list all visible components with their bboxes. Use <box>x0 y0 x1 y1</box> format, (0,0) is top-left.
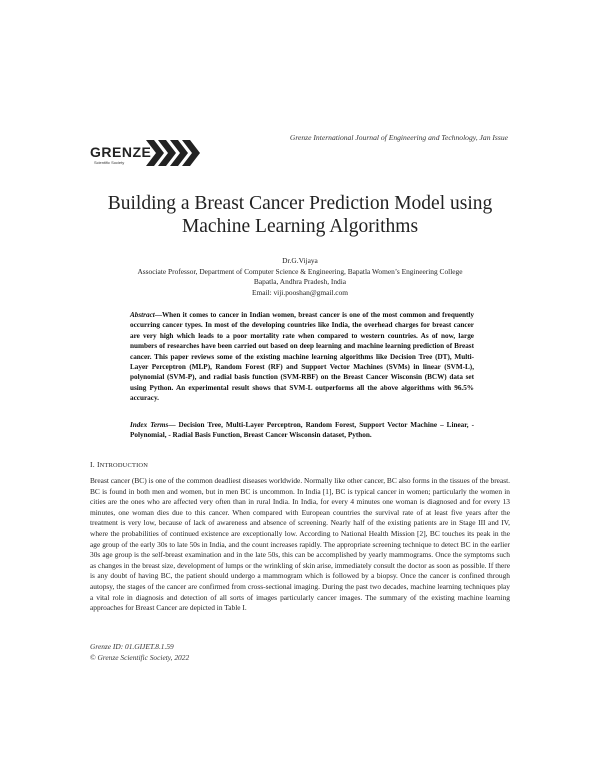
author-email: Email: viji.pooshan@gmail.com <box>251 287 349 297</box>
author-name: Dr.G.Vijaya <box>282 256 318 265</box>
logo-subtitle: Scientific Society <box>94 160 125 165</box>
section-cap: I <box>96 460 100 469</box>
author-block <box>0 256 600 298</box>
section-number: I. <box>90 460 95 469</box>
logo-name: GRENZE <box>90 144 152 160</box>
journal-logo <box>90 138 202 178</box>
index-terms-lead: Index Terms <box>130 421 169 429</box>
copyright: © Grenze Scientific Society, 2022 <box>90 652 190 662</box>
paper-title <box>0 192 600 238</box>
grenze-id: Grenze ID: 01.GIJET.8.1.59 <box>90 642 174 651</box>
index-terms <box>130 420 474 441</box>
title-line-2: Machine Learning Algorithms <box>181 216 419 237</box>
footer <box>90 642 189 663</box>
introduction-paragraph: Breast cancer (BC) is one of the common deadliest diseases worldwide. Normally like other cancer, BC also forms in the tissues of the breast. BC is found in both men and women, but in men BC is uncommon. In India [1], BC is typical cancer in women; particularly the women in cities are the ones who are affected very often than in rural India. In India, for every 4 minutes one woman is diagnosed and for every 13 minutes, one woman dies due to this cancer. When compared with European countries the survival rate of at least five years after the treatment is very low, because of lack of awareness and absence of screening. Nearly half of the existing patients are in Stage III and IV, where the probabilities of continued existence are exceptionally low. According to National Health Mission [2], BC touches its peak in the age group of the early 30s to late 50s in India, and the count increases rapidly. The appropriate screening technique to detect BC in the earlier 30s age group is the self-breast examination and in the late 50s, this can be accomplished by yearly mammograms. Once the symptoms such as changes in the breast size, development of lumps or the wrinkling of skin arise, immediately consult the doctor as soon as possible. If there is any doubt of having BC, the patient should undergo a mammogram which is followed by a biopsy. Once the cancer is confined through autopsy, the stages of the cancer are confirmed from cross-sectional imaging. During the past two decades, machine learning techniques play a vital role in diagnosis and detection of all sorts of images particularly cancer images. The summary of the existing machine learning approaches for Breast Cancer are depicted in Table I. <box>90 476 510 613</box>
title-line-1: Building a Breast Cancer Prediction Model using <box>107 193 493 214</box>
section-title-rest: NTRODUCTION <box>99 462 149 469</box>
abstract-lead: Abstract <box>130 311 155 319</box>
author-affiliation: Associate Professor, Department of Computer Science & Engineering, Bapatla Women’s Engineering College <box>137 266 463 276</box>
chevron-arrows-logo-icon <box>146 138 202 168</box>
author-location: Bapatla, Andhra Pradesh, India <box>253 277 347 286</box>
index-terms-text: — Decision Tree, Multi-Layer Perceptron, Random Forest, Support Vector Machine – Linear, - Polynomial, - Radial Basis Function, Breast Cancer Wisconsin dataset, Python. <box>130 421 475 440</box>
abstract <box>130 310 474 404</box>
journal-header: Grenze International Journal of Engineering and Technology, Jan Issue <box>289 133 508 142</box>
section-heading <box>90 460 148 469</box>
abstract-text: —When it comes to cancer in Indian women, breast cancer is one of the most common and frequently occurring cancer types. In most of the developing countries like India, the overhead charges for breast cancer are very high which leads to a poor mortality rate when compared to western countries. As of now, large numbers of researches have been carried out based on deep learning and machine learning prediction of Breast cancer. This paper reviews some of the existing machine learning algorithms like Decision Tree (DT), Multi-Layer Perceptron (MLP), Random Forest (RF) and Support Vector Machines (SVMs) in linear (SVM-L), polynomial (SVM-P), and radial basis function (SVM-RBF) on the Breast Cancer Wisconsin (BCW) data set using Python. An experimental result shows that SVM-L outperforms all the above algorithms with 96.5% accuracy. <box>130 311 474 403</box>
